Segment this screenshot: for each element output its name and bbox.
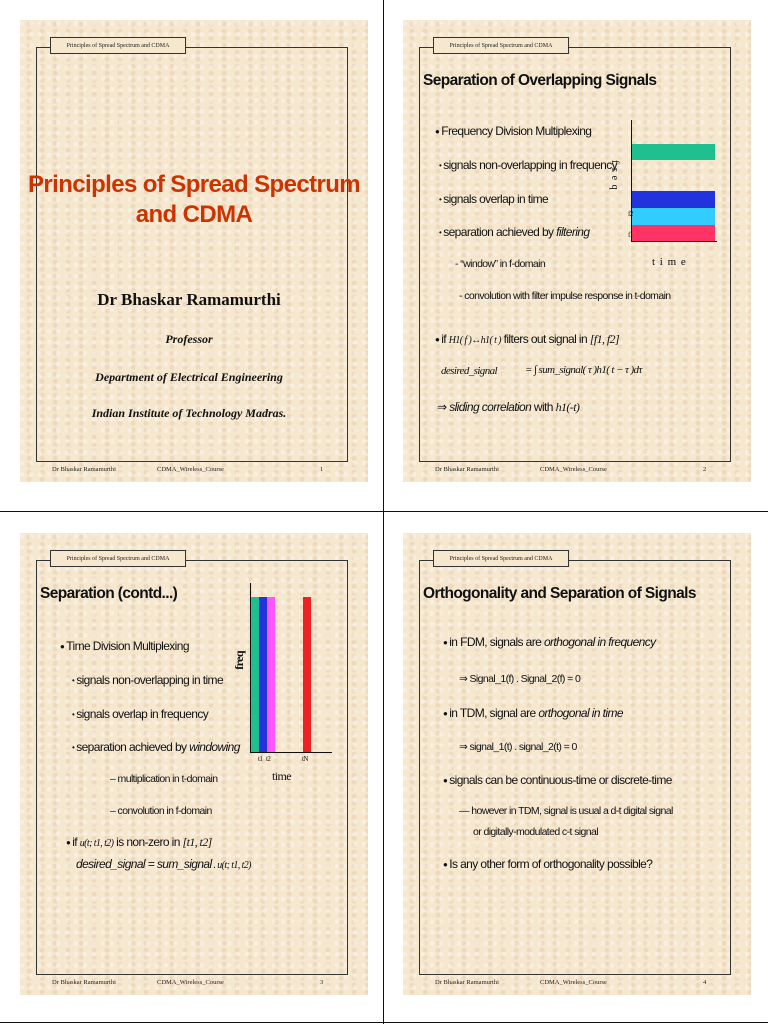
tdm-t1-label: t1: [258, 755, 263, 763]
slide-title: [20, 170, 368, 230]
sliding-correlation-line: ⇒ sliding correlation with h1(-t): [437, 400, 580, 414]
title-line-1: Principles of Spread Spectrum: [27, 171, 361, 198]
page-number: 2: [703, 466, 707, 473]
page-divider-vertical: [383, 0, 384, 1024]
fdm-y-label: f r e q: [609, 160, 620, 191]
slide-frame: [36, 47, 348, 461]
slide-1: [20, 20, 368, 482]
sub-tdm-digital: — however in TDM, signal is usual a d-t digital signal: [459, 805, 673, 817]
page-bottom-border: [0, 1022, 768, 1023]
footer-author: Dr Bhaskar Ramamurthi: [435, 466, 499, 473]
tdm-x-axis: [250, 752, 332, 753]
sub-convolution: - convolution with filter impulse response in t-domain: [459, 290, 671, 302]
slide-header: Principles of Spread Spectrum and CDMA: [433, 37, 569, 54]
slide-header: Principles of Spread Spectrum and CDMA: [433, 550, 569, 567]
footer-rule: [419, 461, 731, 462]
bullet-other-orthogonality: ● Is any other form of orthogonality possible?: [443, 857, 653, 871]
page-divider-horizontal: [0, 511, 768, 512]
bullet-tdm-orthogonal: ● in TDM, signal are orthogonal in time: [443, 706, 623, 720]
tdm-t2-label: t2: [266, 755, 271, 763]
bullet-fdm-nonoverlap: • signals non-overlapping in frequency: [439, 158, 618, 172]
tdm-slot-bar: [267, 597, 275, 752]
footer-author: Dr Bhaskar Ramamurthi: [435, 979, 499, 986]
author-name: Dr Bhaskar Ramamurthi: [97, 290, 281, 309]
equation-rhs: = ∫ sum_signal( τ )h1( t − τ )dτ: [525, 364, 642, 376]
equation-lhs: desired_signal: [441, 365, 497, 377]
page-number: 1: [320, 466, 324, 473]
author-institute: Indian Institute of Technology Madras.: [91, 406, 287, 420]
bullet-fdm-orthogonal: ● in FDM, signals are orthogonal in frequency: [443, 635, 656, 649]
footer-course: CDMA_Wireless_Course: [157, 979, 224, 986]
slide-title: Separation (contd...): [40, 585, 178, 602]
bullet-tdm-overlap-freq: • signals overlap in frequency: [72, 707, 209, 721]
slide-frame: [36, 560, 348, 974]
bullet-fdm: ● Frequency Division Multiplexing: [435, 124, 592, 138]
sub-window: - “window” in f-domain: [455, 258, 546, 270]
tdm-slot-bar: [251, 597, 259, 752]
slide-2: [403, 20, 751, 482]
sub-digitally-modulated: or digitally-modulated c-t signal: [473, 826, 598, 838]
fdm-x-axis: [631, 241, 717, 242]
tdm-slot-bar: [259, 597, 267, 752]
author-role: Professor: [165, 332, 213, 346]
fdm-f2-label: f2: [628, 210, 633, 218]
bullet-tdm: ● Time Division Multiplexing: [60, 639, 189, 653]
slide-frame: [419, 47, 731, 461]
footer-author: Dr Bhaskar Ramamurthi: [52, 466, 116, 473]
footer-course: CDMA_Wireless_Course: [157, 466, 224, 473]
bullet-fdm-overlap-time: • signals overlap in time: [439, 192, 549, 206]
sub-multiplication: – multiplication in t-domain: [110, 773, 218, 785]
sub-convolution: – convolution in f-domain: [110, 805, 212, 817]
slide-title: Separation of Overlapping Signals: [423, 72, 657, 89]
title-line-2: and CDMA: [135, 201, 253, 228]
bullet-continuous-discrete: ● signals can be continuous-time or discrete-time: [443, 773, 672, 787]
page-number: 3: [320, 979, 324, 986]
footer-course: CDMA_Wireless_Course: [540, 979, 607, 986]
footer-rule: [419, 974, 731, 975]
slide-3: [20, 533, 368, 995]
slide-header: Principles of Spread Spectrum and CDMA: [50, 37, 186, 54]
bullet-if-filter: ● if H1( f )↔h1( t ) filters out signal in [f1, f2]: [435, 332, 620, 346]
bullet-tdm-windowing: • separation achieved by windowing: [72, 740, 240, 754]
slide-header: Principles of Spread Spectrum and CDMA: [50, 550, 186, 567]
tdm-x-label: time: [272, 769, 291, 783]
fdm-band-bar: [632, 208, 715, 225]
fdm-band-bar: [632, 144, 715, 160]
fdm-band-bar: [632, 225, 715, 241]
footer-rule: [36, 461, 348, 462]
tdm-y-label: freq: [232, 651, 246, 670]
fdm-x-label: t i m e: [652, 256, 687, 268]
slide-title: Orthogonality and Separation of Signals: [423, 585, 696, 602]
bullet-if-window: ● if u(t; t1, t2) is non-zero in [t1, t2]: [66, 835, 212, 849]
footer-course: CDMA_Wireless_Course: [540, 466, 607, 473]
fdm-f1-label: f1: [628, 231, 633, 239]
footer-author: Dr Bhaskar Ramamurthi: [52, 979, 116, 986]
fdm-band-bar: [632, 191, 715, 208]
slide-4: [403, 533, 751, 995]
equation-line: desired_signal = sum_signal . u(t; t1, t2): [76, 857, 251, 871]
page-number: 4: [703, 979, 707, 986]
tdm-orthogonal-result: ⇒ signal_1(t) . signal_2(t) = 0: [459, 741, 577, 753]
bullet-tdm-nonoverlap: • signals non-overlapping in time: [72, 673, 224, 687]
author-department: Department of Electrical Engineering: [95, 370, 283, 384]
bullet-fdm-filtering: • separation achieved by filtering: [439, 225, 590, 239]
tdm-slot-bar: [303, 597, 311, 752]
slide-frame: [419, 560, 731, 974]
tdm-tN-label: tN: [302, 755, 308, 763]
footer-rule: [36, 974, 348, 975]
fdm-orthogonal-result: ⇒ Signal_1(f) . Signal_2(f) = 0: [459, 673, 581, 685]
